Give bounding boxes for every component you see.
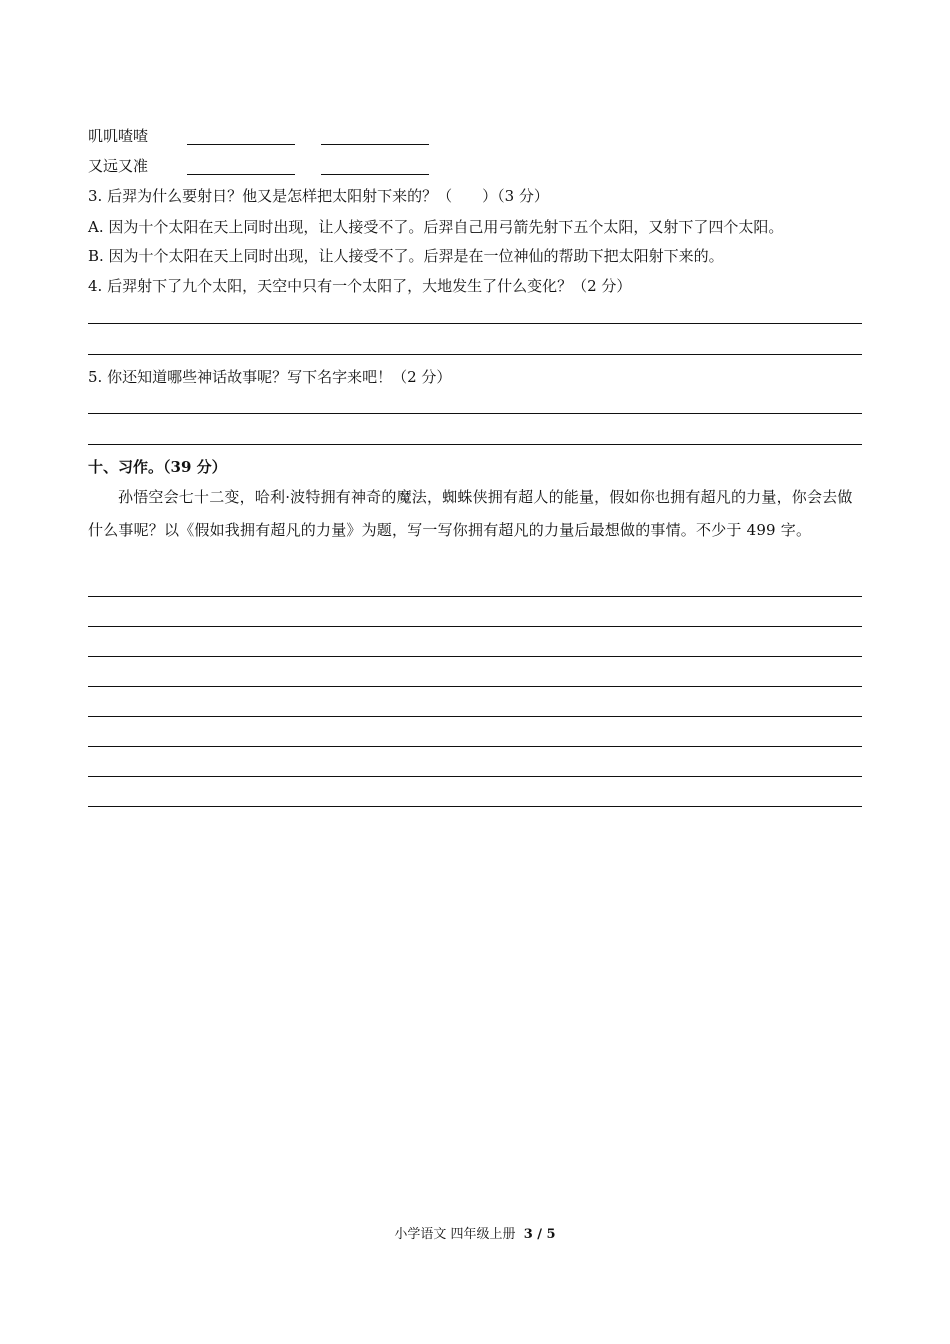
word-label: 叽叽喳喳	[88, 127, 149, 145]
word-label: 又远又准	[88, 157, 149, 175]
answer-blank[interactable]	[187, 144, 295, 145]
exam-page	[88, 0, 862, 1344]
writing-line[interactable]	[88, 776, 862, 777]
writing-line[interactable]	[88, 656, 862, 657]
answer-blank[interactable]	[321, 144, 429, 145]
question-3-option-a: A. 因为十个太阳在天上同时出现，让人接受不了。后羿自己用弓箭先射下五个太阳，又射下了四个太阳。	[88, 218, 784, 236]
question-3-stem: 3. 后羿为什么要射日？他又是怎样把太阳射下来的？（ ）（3 分）	[88, 187, 549, 205]
answer-blank[interactable]	[187, 174, 295, 175]
question-4-stem: 4. 后羿射下了九个太阳，天空中只有一个太阳了，大地发生了什么变化？（2 分）	[88, 277, 632, 295]
answer-line[interactable]	[88, 444, 862, 445]
word-row-1	[88, 126, 186, 146]
answer-blank[interactable]	[321, 174, 429, 175]
page-footer	[0, 1226, 950, 1244]
word-row-2	[88, 156, 186, 176]
question-5-stem: 5. 你还知道哪些神话故事呢？写下名字来吧！（2 分）	[88, 368, 452, 386]
answer-line[interactable]	[88, 323, 862, 324]
writing-line[interactable]	[88, 686, 862, 687]
page-total: / 5	[532, 1227, 556, 1242]
writing-line[interactable]	[88, 806, 862, 807]
writing-line[interactable]	[88, 626, 862, 627]
answer-line[interactable]	[88, 354, 862, 355]
section-10-prompt: 孙悟空会七十二变，哈利·波特拥有神奇的魔法，蜘蛛侠拥有超人的能量，假如你也拥有超凡的力量，你会去做什么事呢？以《假如我拥有超凡的力量》为题，写一写你拥有超凡的力量后最想做的事情。不少于 499 字。	[88, 488, 853, 539]
answer-line[interactable]	[88, 413, 862, 414]
writing-line[interactable]	[88, 596, 862, 597]
writing-line[interactable]	[88, 746, 862, 747]
section-10-heading: 十、习作。（39 分）	[88, 458, 227, 476]
question-3-option-b: B. 因为十个太阳在天上同时出现，让人接受不了。后羿是在一位神仙的帮助下把太阳射下来的。	[88, 247, 724, 265]
writing-line[interactable]	[88, 716, 862, 717]
page-number: 3	[523, 1227, 533, 1242]
footer-text: 小学语文 四年级上册	[394, 1227, 516, 1242]
